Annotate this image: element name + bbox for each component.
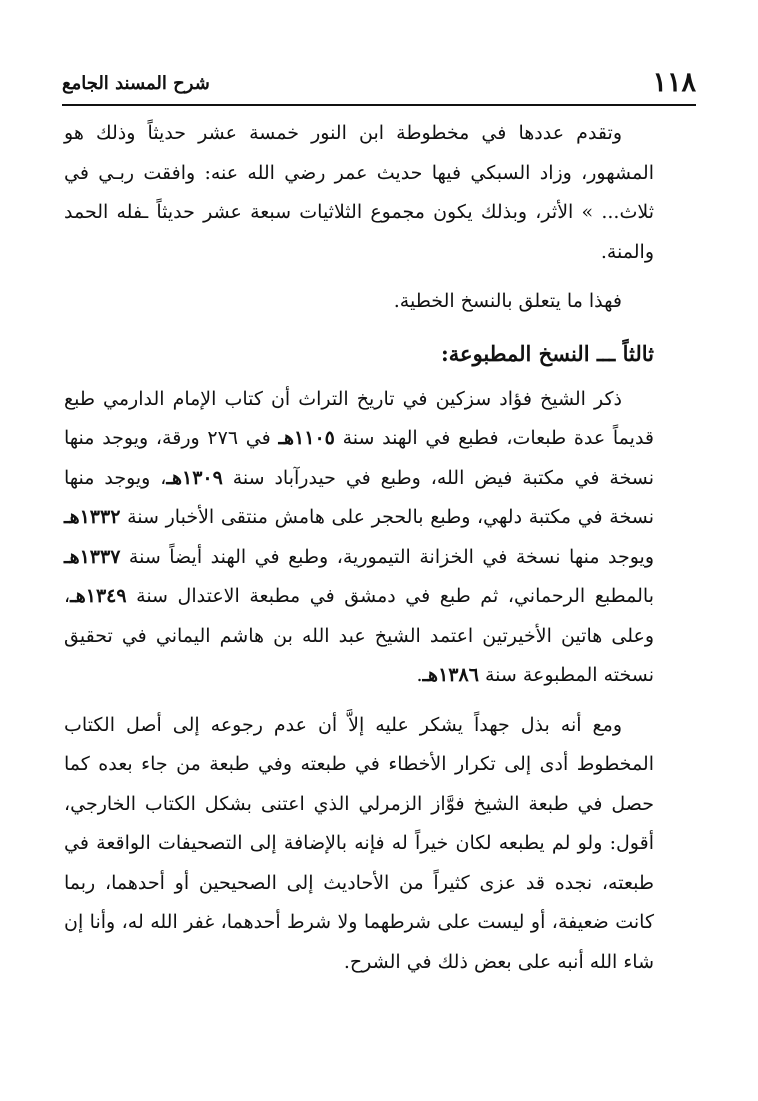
page-body [64, 114, 654, 982]
year-1309: ١٣٠٩هـ [166, 466, 223, 489]
year-1386: ١٣٨٦هـ [422, 664, 479, 686]
page-number: ١١٨ [652, 67, 696, 98]
year-1337: ١٣٣٧هـ [64, 545, 121, 568]
section-heading-printed-editions: ثالثاً ـــ النسخ المطبوعة: [441, 340, 654, 366]
paragraph-editions-critique: ومع أنه بذل جهداً يشكر عليه إلاَّ أن عدم رجوعه إلى أصل الكتاب المخطوط أدى إلى تكرار الأخطاء في طبعته وفي طبعة من جاء بعده كما حصل في طبعة الشيخ فوَّاز الزمرلي الذي اعتنى بشكل الكتاب الخارجي، أقول: ولو لم يطبعه لكان خيراً له فإنه بالإضافة إلى التصحيفات الواقعة في طبعته، نجده قد عزى كثيراً من الأحاديث إلى الصحيحين أو أحدهما، ربما كانت ضعيفة، أو ليست على شرطهما ولا شرط أحدهما، غفر الله له، وأنا إن شاء الله أنبه على بعض ذلك في الشرح. [64, 713, 654, 973]
text-run: في ٢٧٦ ورقة، ويوجد منها نسخة في مكتبة فيض الله، وطبع في حيدرآباد سنة [64, 427, 655, 489]
text-run: . [416, 664, 423, 686]
year-1105: ١١٠٥هـ [278, 427, 335, 449]
year-1332: ١٣٣٢هـ [64, 506, 121, 528]
text-run: ، وعلى هاتين الأخيرتين اعتمد الشيخ عبد الله بن هاشم اليماني في تحقيق نسخته المطبوعة سنة [64, 585, 654, 686]
text-run: ويوجد منها نسخة في الخزانة التيمورية، وطبع في الهند أيضاً سنة [120, 545, 654, 568]
text-run: ذكر الشيخ فؤاد سزكين في تاريخ التراث أن كتاب الإمام الدارمي طبع قديماً عدة طبعات، فطبع في الهند سنة [64, 387, 655, 449]
header-rule [62, 104, 696, 106]
running-title: شرح المسند الجامع [62, 73, 210, 94]
paragraph-printed-editions [64, 380, 654, 696]
paragraph-manuscripts-closing: فهذا ما يتعلق بالنسخ الخطية. [393, 290, 622, 312]
page-header [62, 66, 696, 106]
paragraph-thulathiyat-count: وتقدم عددها في مخطوطة ابن النور خمسة عشر حديثاً وذلك هو المشهور، وزاد السبكي فيها حديث عمر رضي الله عنه: وافقت ربـي في ثلاث... » الأثر، وبذلك يكون مجموع الثلاثيات سبعة عشر حديثاً ـفله الحمد والمنة. [64, 122, 654, 263]
year-1349: ١٣٤٩هـ [70, 585, 127, 607]
text-run: بالمطبع الرحماني، ثم طبع في دمشق في مطبعة الاعتدال سنة [126, 585, 654, 607]
text-run: ، ويوجد منها نسخة في مكتبة دلهي، وطبع بالحجر على هامش منتقى الأخبار سنة [64, 466, 654, 528]
